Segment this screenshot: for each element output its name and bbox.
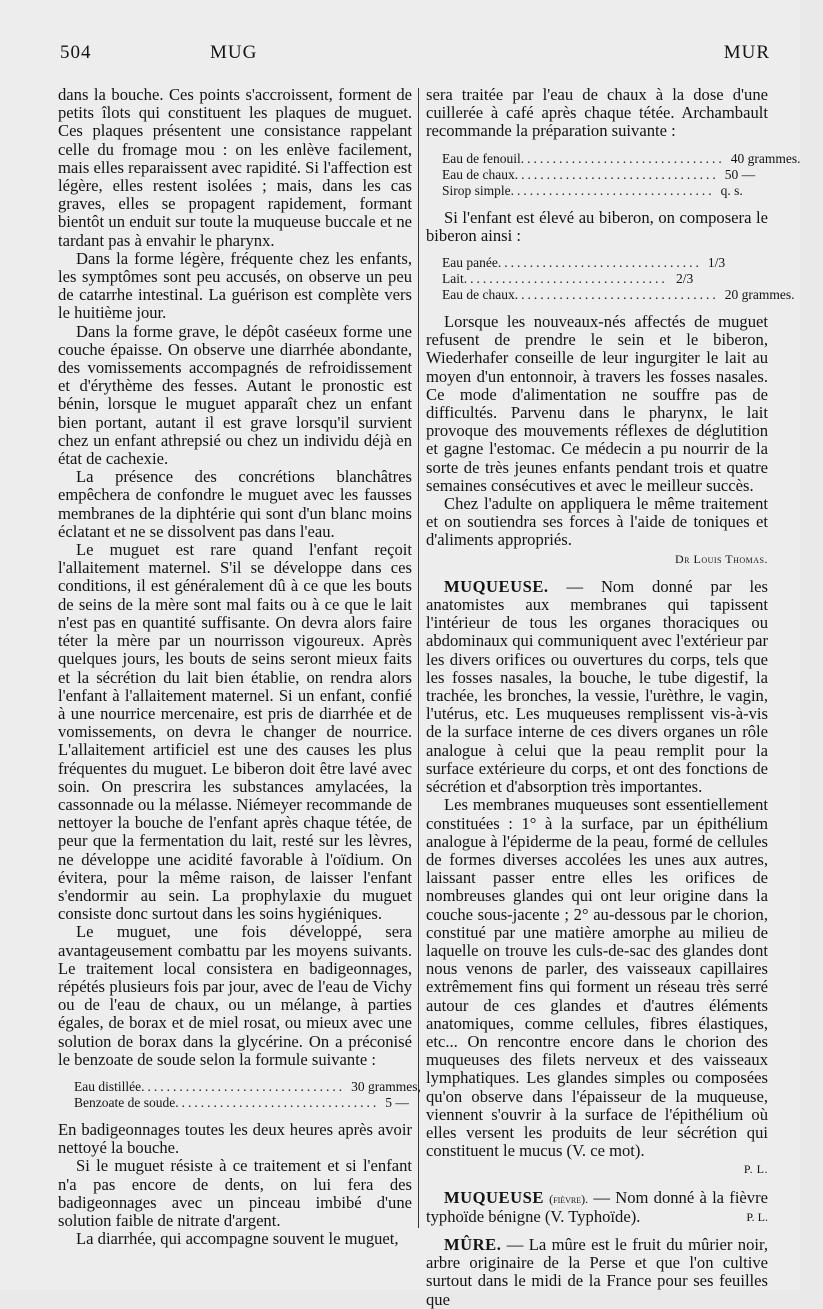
- formula-qty: q. s.: [720, 182, 743, 198]
- paragraph: sera traitée par l'eau de chaux à la dose d'une cuillerée à café après chaque tétée. Archambault recommande la préparation suivante :: [426, 85, 768, 141]
- formula-qty: 2/3: [676, 271, 694, 287]
- article-muqueuse: [426, 578, 768, 1179]
- formula-item: Eau de chaux: [442, 287, 515, 303]
- paragraph: La présence des concrétions blanchâtres empêchera de confondre le muguet avec les fausses membranes de la diphtérie qui sont d'un blanc moins éclatant et ne se dissolvent pas dans l'eau.: [58, 467, 412, 541]
- header-left-word: MUG: [210, 42, 258, 63]
- formula-item: Eau de chaux: [442, 166, 515, 182]
- article-subtitle: (fièvre).: [549, 1191, 589, 1206]
- formula-row: Lait ................................ 2/3: [442, 271, 768, 287]
- paragraph: Le muguet, une fois développé, sera avantageusement combattu par les moyens suivants. Le traitement local consistera en badigeonnages, répétés plusieurs fois par jour, avec de l'eau de Vichy ou de l'eau de chaux, ou un mélange, à parties égales, de borax et de miel rosat, ou mieux avec une solution de borax dans la glycérine. On a préconisé le benzoate de soude selon la formule suivante :: [58, 922, 412, 1069]
- article-title: MÛRE.: [444, 1234, 502, 1254]
- formula-row: Eau de chaux ................................ 20 grammes.: [442, 287, 768, 303]
- formula-row: Sirop simple ................................ q. s.: [442, 183, 768, 199]
- paragraph: Si le muguet résiste à ce traitement et si l'enfant n'a pas encore de dents, on lui fera des badigeonnages avec un pinceau imbibé d'une solution faible de nitrate d'argent.: [58, 1156, 412, 1230]
- formula-qty: 5 —: [385, 1094, 409, 1110]
- paragraph: En badigeonnages toutes les deux heures après avoir nettoyé la bouche.: [58, 1119, 412, 1158]
- formula-row: Benzoate de soude ................................ 5 —: [74, 1095, 412, 1111]
- paragraph: Dans la forme légère, fréquente chez les enfants, les symptômes sont peu accusés, on observe un peu de catarrhe intestinal. La guérison est complète vers le huitième jour.: [58, 248, 412, 323]
- running-head: [60, 42, 770, 72]
- paragraph: Lorsque les nouveaux-nés affectés de muguet refusent de prendre le sein et le biberon, Wiederhafer conseille de leur ingurgiter le lait au moyen d'un entonnoir, à travers les fosses nasales. Ce mode d'alimentation ne souffre pas de difficultés. Parvenu dans le pharynx, le lait provoque des mouvements réflexes de déglutition et gagne l'estomac. Ce médecin a pu nourrir de la sorte de très jeunes enfants pendant trois et quatre semaines consécutives et avec le meilleur succès.: [426, 312, 768, 495]
- article-initials: P. L.: [746, 1209, 768, 1224]
- paragraph: dans la bouche. Ces points s'accroissent, forment de petits îlots qui constituent les plaques de muguet. Ces plaques présentent une consistance rappelant celle du fromage mou : on les enlève facilement, mais elles reparaissent avec rapidité. Si l'affection est légère, elles restent isolées ; mais, dans les cas graves, elles se propagent rapidement, formant bientôt un enduit sur toute la muqueuse buccale et ne tardant pas à envahir le pharynx.: [58, 85, 412, 250]
- formula-row: Eau de fenouil ................................ 40 grammes.: [442, 151, 768, 167]
- paragraph: Chez l'adulte on appliquera le même traitement et on soutiendra ses forces à l'aide de toniques et d'aliments appropriés.: [426, 494, 768, 550]
- formula-row: Eau panée ................................ 1/3: [442, 255, 768, 271]
- right-column: [426, 85, 801, 1309]
- formula-qty: 50 —: [724, 166, 756, 182]
- article-mure: [426, 1236, 768, 1309]
- article-title: MUQUEUSE: [444, 1187, 544, 1207]
- formula-item: Benzoate de soude: [74, 1094, 176, 1110]
- formula-item: Sirop simple: [442, 182, 511, 198]
- left-column: [58, 85, 421, 1249]
- formula-qty: 40 grammes.: [730, 150, 801, 166]
- article-initials: P. L.: [743, 1162, 768, 1177]
- formula-item: Eau distillée: [74, 1078, 142, 1094]
- formula-item: Eau de fenouil: [442, 150, 521, 166]
- article-text: — La mûre est le fruit du mûrier noir, arbre originaire de la Perse et que l'on cultive surtout dans le midi de la France pour ses feuilles que: [426, 1234, 768, 1309]
- author-signature: Dr Louis Thomas.: [674, 551, 768, 566]
- column-divider: [418, 88, 419, 1228]
- formula-qty: 1/3: [707, 255, 726, 271]
- paragraph: La diarrhée, qui accompagne souvent le muguet,: [76, 1229, 399, 1249]
- header-right-word: MUR: [723, 42, 770, 63]
- formula-row: Eau distillée ................................ 30 grammes,: [74, 1079, 412, 1095]
- article-text: — Nom donné à la fièvre typhoïde bénigne (V. Typhoïde).: [426, 1187, 768, 1226]
- article-text: — Nom donné par les anatomistes aux membranes qui tapissent l'intérieur de tous les organes thoraciques ou abdominaux qui communiquent avec l'extérieur par les divers orifices ou ouvertures du corps, tels que les fosses nasales, la bouche, le tube digestif, la trachée, les bronches, la vessie, l'urèthre, le vagin, l'utérus, etc. Les muqueuses remplissent vis-à-vis de la surface interne de ces divers organes un rôle analogue à celui que la peau remplit pour la surface extérieure du corps, et ont des fonctions de sécrétion et d'absorption très importantes.: [426, 576, 768, 797]
- paragraph: Le muguet est rare quand l'enfant reçoit l'allaitement maternel. S'il se développe dans ces conditions, il est généralement dû à ce que les bouts de seins de la mère sont mal faits ou à ce que le lait n'est pas en quantité suffisante. On devra alors faire téter la mère par un nourrisson vigoureux. Après quelques jours, les bouts de seins seront mieux faits et la sécrétion du lait bien établie, on rendra alors l'enfant à l'allaitement maternel. Si un enfant, confié à une nourrice mercenaire, est pris de diarrhée et de vomissements, on devra le changer de nourrice. L'allaitement artificiel est une des causes les plus fréquentes du muguet. Le biberon doit être lavé avec soin. On prescrira les substances amylacées, la cassonnade ou la mélasse. Niémeyer recommande de nettoyer la bouche de l'enfant après chaque tétée, de peur que la fermentation du lait, resté sur les lèvres, ne développe une acidité favorable à l'oïdium. On évitera, pour la même raison, de laisser l'enfant s'endormir au sein. La prophylaxie du muguet consiste donc surtout dans les soins hygiéniques.: [58, 540, 412, 924]
- formula-archambault: [442, 150, 801, 199]
- formula-qty: 20 grammes.: [724, 287, 795, 303]
- formula-item: Lait: [442, 271, 464, 287]
- page-number: 504: [60, 42, 92, 63]
- formula-row: Eau de chaux ................................ 50 —: [442, 167, 768, 183]
- paragraph: Dans la forme grave, le dépôt caséeux forme une couche épaisse. On observe une diarrhée abondante, des vomissements accompagnés de refroidissement et d'érythème des fesses. Autant le pronostic est bénin, lorsque le muguet apparaît chez un enfant bien portant, autant il est grave lorsqu'il survient chez un enfant athrepsié ou chez un individu déjà en état de cachexie.: [58, 321, 412, 469]
- article-text: Les membranes muqueuses sont essentiellement constituées : 1° à la surface, par un épithélium analogue à l'épiderme de la peau, formé de cellules de formes diverses accolées les unes aux autres, laissant passer entre elles les orifices de nombreuses glandes qui ont leur origine dans la couche sous-jacente ; 2° au-dessous par le chorion, constitué par une matière amorphe au milieu de laquelle on trouve les culs-de-sac des glandes dont nous venons de parler, des vaisseaux capillaires extrêmement fins qui forment un réseau très serré autour de ces glandes et d'autres éléments anatomiques, comme cellules, fibres élastiques, etc... On rencontre encore dans le chorion des muqueuses des filets nerveux et des vaisseaux lymphatiques. Les glandes simples ou composées qu'on observe dans l'épaisseur de la muqueuse, viennent s'ouvrir à la surface de l'épithélium où elles versent les produits de leur sécrétion qui constituent le mucus (V. ce mot).: [426, 795, 768, 1161]
- article-muqueuse-fievre: [426, 1189, 768, 1226]
- formula-qty: 30 grammes,: [351, 1078, 421, 1094]
- formula-item: Eau panée: [442, 255, 498, 271]
- article-title: MUQUEUSE.: [444, 576, 549, 596]
- formula-biberon: [442, 255, 795, 303]
- paragraph: Si l'enfant est élevé au biberon, on composera le biberon ainsi :: [426, 207, 768, 245]
- formula-benzoate: [74, 1078, 421, 1111]
